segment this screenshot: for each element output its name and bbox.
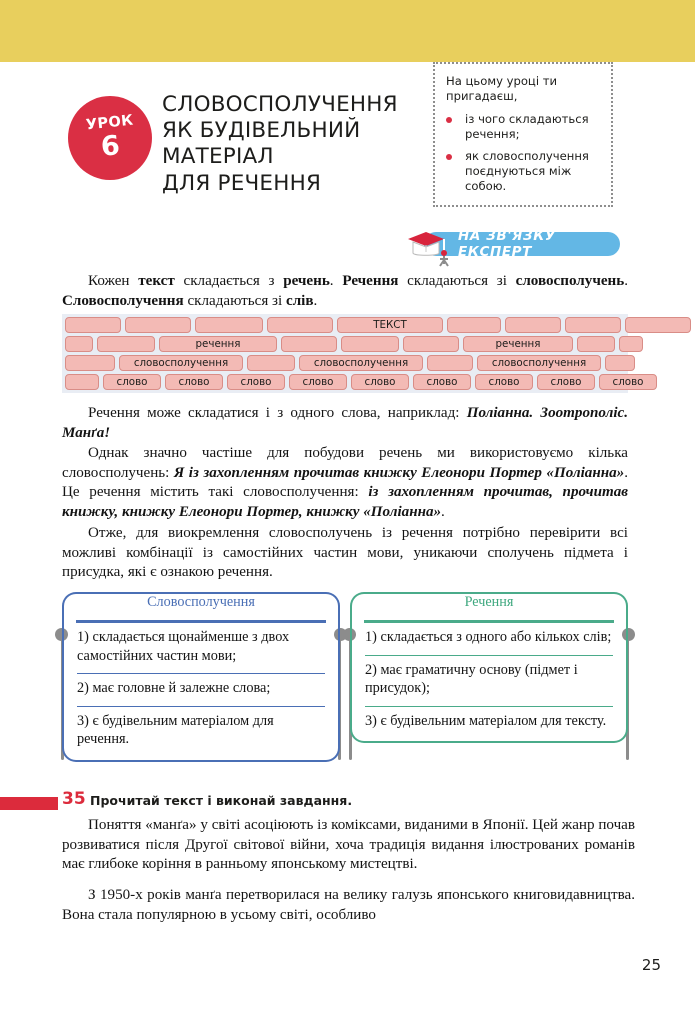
comparison-body <box>62 619 340 762</box>
brick-blank <box>247 355 295 371</box>
comparison-box-sentences <box>350 592 628 743</box>
comparison-item: 2) має граматичну основу (підмет і присудок); <box>365 655 613 706</box>
bullet-icon <box>446 154 452 160</box>
header-color-band <box>0 0 695 62</box>
brick-blank <box>427 355 473 371</box>
brick-labeled: словосполучення <box>477 355 601 371</box>
comparison-item: 3) є будівельним матеріалом для речення. <box>77 706 325 751</box>
brick-blank <box>125 317 191 333</box>
brick-blank <box>447 317 501 333</box>
brick-labeled: слово <box>351 374 409 390</box>
comparison-item: 3) є будівельним матеріалом для тексту. <box>365 706 613 733</box>
brick-blank <box>97 336 155 352</box>
brick-blank <box>267 317 333 333</box>
page-number: 25 <box>641 956 661 974</box>
brick-labeled: слово <box>103 374 161 390</box>
brick-labeled: слово <box>599 374 657 390</box>
brick-labeled: слово <box>537 374 595 390</box>
comparison-item: 1) складається щонайменше з двох самостійних частин мови; <box>77 629 290 664</box>
comparison-title: Словосполучення <box>147 594 255 610</box>
intro-paragraph: Кожен текст складається з речень. Речення складаються зі словосполучень. Словосполучення складаються зі слів. <box>62 273 628 309</box>
exercise-marker-bar <box>0 797 58 810</box>
objectives-intro: На цьому уроці ти пригадаєш, <box>446 74 558 104</box>
brick-blank <box>605 355 635 371</box>
brick-labeled: слово <box>289 374 347 390</box>
brick-labeled: слово <box>165 374 223 390</box>
objectives-item <box>446 149 602 195</box>
brick-labeled: речення <box>463 336 573 352</box>
expert-banner <box>424 228 620 260</box>
brick-labeled: слово <box>475 374 533 390</box>
paragraph-one-word-sentence: Речення може складатися і з одного слова, наприклад: Поліанна. Зоотрополіс. Манґа! <box>62 405 628 441</box>
page-title-line-3: МАТЕРІАЛ <box>162 144 274 170</box>
brick-blank <box>625 317 691 333</box>
brick-blank <box>565 317 621 333</box>
brick-blank <box>195 317 263 333</box>
brick-blank <box>341 336 399 352</box>
brick-row <box>65 336 625 352</box>
brick-labeled: словосполучення <box>119 355 243 371</box>
brick-blank <box>65 336 93 352</box>
lesson-badge-number: 6 <box>99 129 121 163</box>
objectives-item-label: із чого складаються речення; <box>465 111 589 142</box>
page-title-line-2: ЯК БУДІВЕЛЬНИЙ <box>162 118 361 144</box>
comparison-header <box>62 592 340 619</box>
exercise-paragraph: З 1950-х років манґа перетворилася на велику галузь японського книговидавництва. Вона стала популярною в усьому світі, особливо <box>62 887 635 923</box>
objectives-item-label: як словосполучення поєднуються між собою. <box>465 148 589 194</box>
comparison-item: 1) складається з одного або кількох слів; <box>365 629 612 645</box>
exercise-title: Прочитай текст і виконай завдання. <box>90 793 353 808</box>
lesson-badge <box>68 96 152 180</box>
comparison-box-phrases <box>62 592 340 762</box>
page-title-line-4: ДЛЯ РЕЧЕННЯ <box>162 170 322 196</box>
brick-labeled: ТЕКСТ <box>337 317 443 333</box>
paragraph-phrases-example: Однак значно частіше для побудови речень ми використовуємо кілька словосполучень: Я із захопленням прочитав книжку Елеонори Портер «Поліанна». Це речення містить такі словосполучення: із захопленням прочитав, прочитав книжку, книжку Елеонори Портер, книжку «Поліанна». <box>62 445 629 520</box>
brick-labeled: речення <box>159 336 277 352</box>
brick-row <box>65 355 625 371</box>
lesson-badge-label: УРОК <box>85 112 135 134</box>
brick-labeled: словосполучення <box>299 355 423 371</box>
comparison-item: 2) має головне й залежне слова; <box>77 673 325 706</box>
brick-blank <box>577 336 615 352</box>
comparison-title: Речення <box>464 594 514 610</box>
brick-row <box>65 374 644 390</box>
objectives-item <box>446 112 602 143</box>
brick-diagram <box>62 314 644 393</box>
brick-row <box>65 317 625 333</box>
page-title-line-1: СЛОВОСПОЛУЧЕННЯ <box>162 92 398 117</box>
brick-blank <box>403 336 459 352</box>
exercise-paragraph: Поняття «манґа» у світі асоціюють із коміксами, виданими в Японії. Цей жанр почав розвиватися після Другої світової війни, хоча традиція видання ілюстрованих романів має глибоке коріння в ранньому японському мистецтві. <box>62 817 635 873</box>
expert-banner-label: НА ЗВ'ЯЗКУ ЕКСПЕРТ <box>458 228 556 260</box>
paragraph-conclusion: Отже, для виокремлення словосполучень із речення потрібно перевірити всі можливі комбінації із самостійних частин мови, уникаючи сполучень підмета і присудка, які є ознакою речення. <box>62 525 628 581</box>
brick-blank <box>65 317 121 333</box>
brick-blank <box>65 355 115 371</box>
brick-labeled: слово <box>413 374 471 390</box>
brick-blank <box>619 336 643 352</box>
brick-blank <box>281 336 337 352</box>
graduation-cap-icon <box>404 226 450 268</box>
brick-blank <box>505 317 561 333</box>
page-title <box>162 92 424 197</box>
comparison-header <box>350 592 628 619</box>
bullet-icon <box>446 117 452 123</box>
objectives-list <box>446 112 602 195</box>
exercise-number: 35 <box>62 789 86 809</box>
lesson-objectives-box <box>433 62 613 207</box>
brick-labeled: слово <box>227 374 285 390</box>
brick-blank <box>65 374 99 390</box>
comparison-body <box>350 619 628 743</box>
